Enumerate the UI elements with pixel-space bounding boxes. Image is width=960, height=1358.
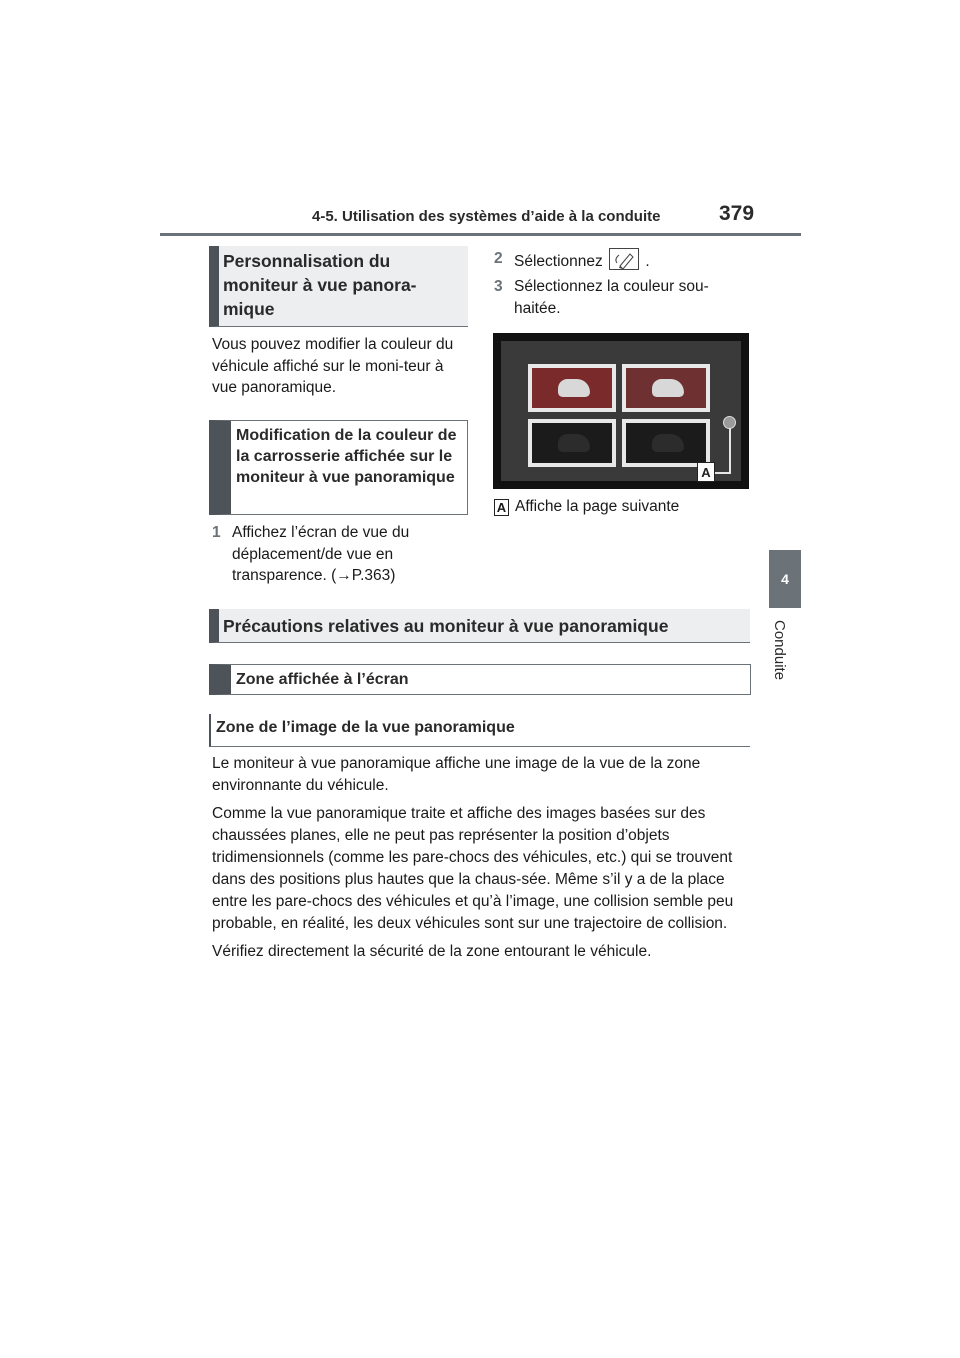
intro-paragraph: Vous pouvez modifier la couleur du véhicule affiché sur le moni-teur à vue panoramique. (212, 336, 454, 396)
color-option-black[interactable] (528, 419, 616, 467)
screen-panel (501, 341, 741, 481)
step-text: Affichez l’écran de vue du déplacement/de vue en transparence. (→P.363) (232, 524, 410, 584)
car-icon (652, 434, 684, 452)
step-1 (212, 522, 468, 587)
step-number: 1 (212, 524, 221, 541)
step-text-before: Sélectionnez (514, 253, 603, 270)
running-header-title: 4-5. Utilisation des systèmes d’aide à la conduite (312, 208, 661, 225)
pencil-settings-icon[interactable] (609, 248, 639, 270)
step-number: 3 (494, 278, 503, 295)
callout-leader (729, 428, 731, 474)
section-heading-text: Personnalisation du moniteur à vue panora-mique (223, 251, 417, 319)
car-icon (652, 379, 684, 397)
legend-text: Affiche la page suivante (515, 498, 680, 515)
legend-callout-label: A (494, 499, 509, 516)
subsection-heading-text: Zone affichée à l’écran (236, 671, 409, 688)
step-text-after: . (645, 253, 650, 270)
callout-label: A (697, 462, 715, 482)
body-paragraph: Comme la vue panoramique traite et affiche des images basées sur des chaussées planes, elle ne peut pas représenter la position d’objets tridimensionnels (comme les pare-chocs des véhicules, etc.) qui se trouvent dans des positions plus hautes que la chaus-sée. Même s’il y a de la place entre les pare-chocs des véhicules et qu’à l’image, une collision semble peu probable, en réalité, les deux véhicules sont sur une trajectoire de collision. (212, 805, 734, 932)
subsection-heading-body-color (209, 420, 468, 515)
car-icon (558, 434, 590, 452)
color-option-white[interactable] (528, 364, 616, 412)
color-selection-screen (493, 333, 749, 489)
color-option-dark-gray[interactable] (622, 419, 710, 467)
section-heading-customization (209, 246, 468, 327)
header-rule (160, 233, 801, 236)
step-3 (494, 276, 754, 319)
car-icon (558, 379, 590, 397)
chapter-tab[interactable]: 4 (769, 550, 801, 608)
step-number: 2 (494, 250, 503, 267)
chapter-label: Conduite (771, 620, 788, 681)
callout-leader (713, 472, 731, 474)
step-text: Sélectionnez la couleur sou-haitée. (514, 278, 709, 317)
subsection-heading-display-zone (209, 664, 751, 695)
subsection-heading-text: Modification de la couleur de la carrosserie affichée sur le moniteur à vue panoramique (236, 427, 457, 486)
body-paragraph: Vérifiez directement la sécurité de la zone entourant le véhicule. (212, 943, 652, 960)
section-heading-text: Précautions relatives au moniteur à vue panoramique (223, 616, 669, 636)
color-option-silver[interactable] (622, 364, 710, 412)
body-paragraph: Le moniteur à vue panoramique affiche une image de la vue de la zone environnante du véhicule. (212, 755, 701, 794)
step-text (514, 248, 754, 273)
subsubsection-heading-image-zone (209, 714, 750, 747)
body-text (212, 753, 748, 969)
subsubsection-heading-text: Zone de l’image de la vue panoramique (216, 719, 515, 736)
section-heading-precautions (209, 609, 750, 643)
page-number: 379 (719, 202, 755, 225)
step-2 (494, 248, 754, 273)
